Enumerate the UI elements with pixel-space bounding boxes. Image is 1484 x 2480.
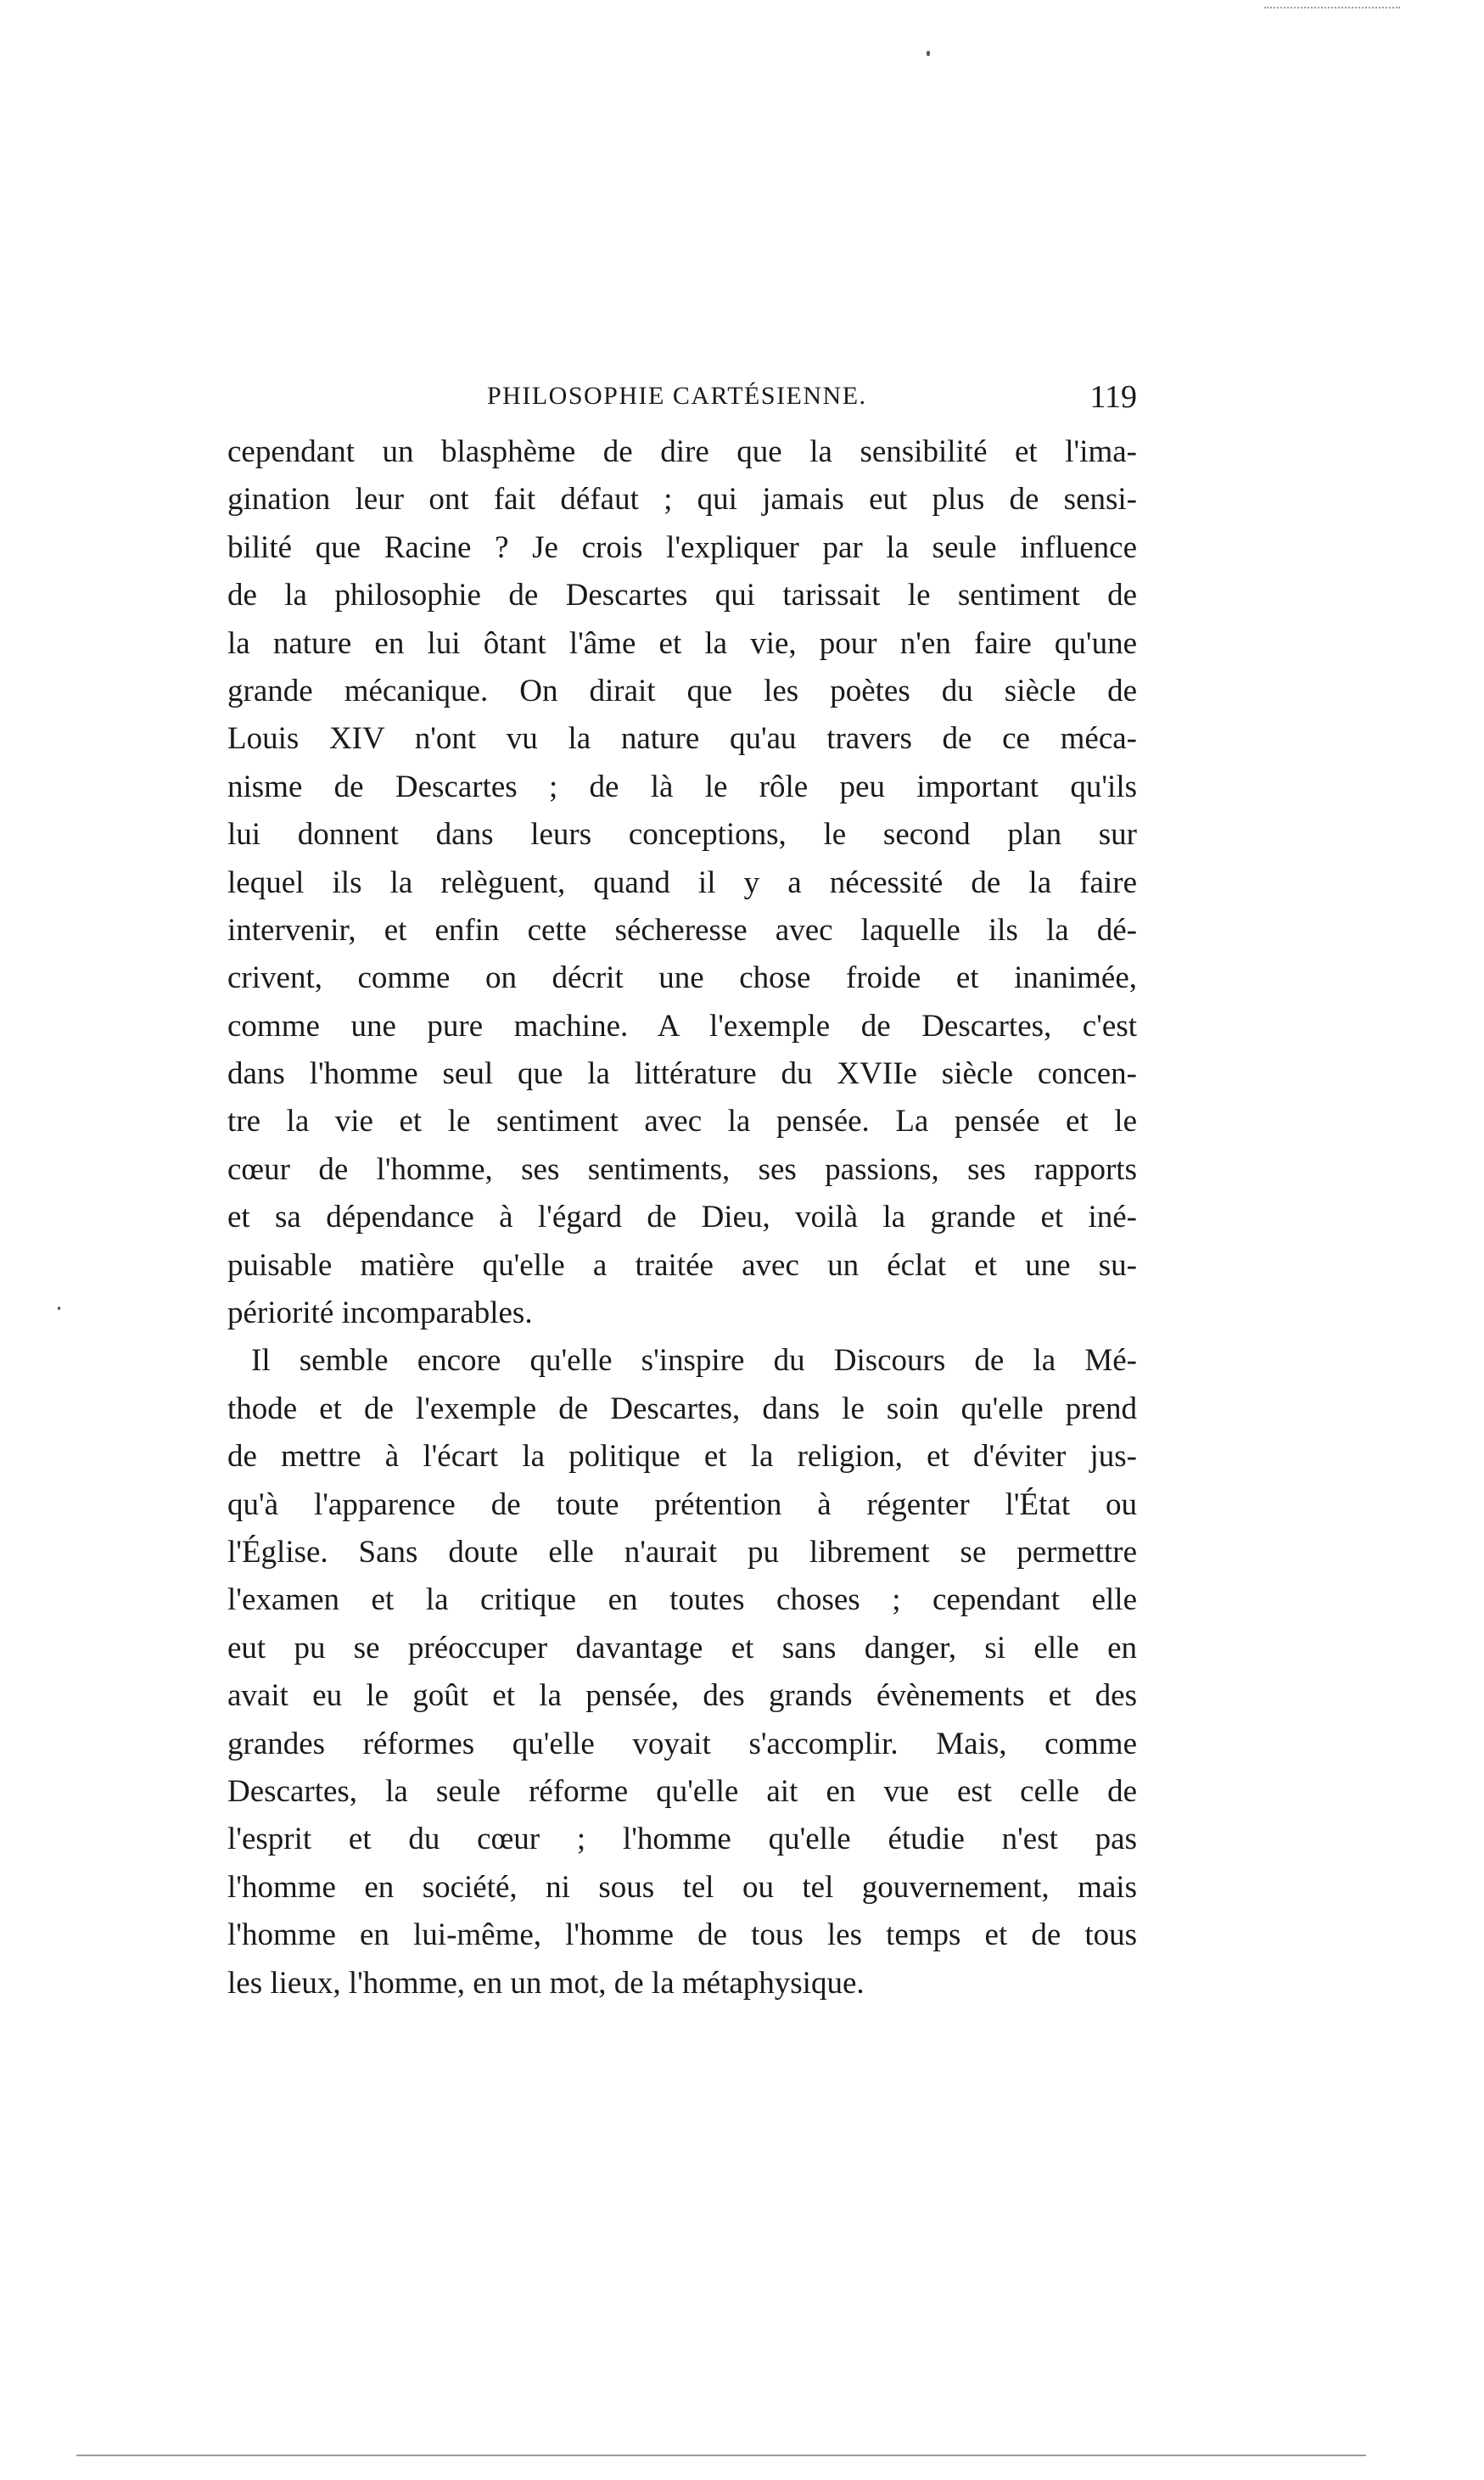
text-line: comme une pure machine. A l'exemple de Descartes, c'est: [227, 1008, 1137, 1044]
text-line: l'homme en lui-même, l'homme de tous les temps et de tous: [227, 1917, 1137, 1953]
text-line: Il semble encore qu'elle s'inspire du Discours de la Mé-: [251, 1343, 1137, 1379]
text-line: lui donnent dans leurs conceptions, le second plan sur: [227, 817, 1137, 853]
text-line: de mettre à l'écart la politique et la religion, et d'éviter jus-: [227, 1439, 1137, 1475]
text-line: lequel ils la relèguent, quand il y a nécessité de la faire: [227, 865, 1137, 900]
scan-speck: [927, 51, 930, 56]
scan-edge-top: [1264, 7, 1400, 8]
text-line: de la philosophie de Descartes qui tarissait le sentiment de: [227, 578, 1137, 613]
text-line: les lieux, l'homme, en un mot, de la métaphysique.: [227, 1965, 865, 2001]
text-line: l'examen et la critique en toutes choses ; cependant elle: [227, 1582, 1137, 1618]
body-text: [227, 428, 1137, 2007]
text-line: cœur de l'homme, ses sentiments, ses passions, ses rapports: [227, 1151, 1137, 1187]
text-line: bilité que Racine ? Je crois l'expliquer par la seule influence: [227, 529, 1137, 565]
text-line: et sa dépendance à l'égard de Dieu, voilà la grande et iné-: [227, 1200, 1137, 1235]
text-line: grande mécanique. On dirait que les poètes du siècle de: [227, 673, 1137, 708]
text-line: nisme de Descartes ; de là le rôle peu important qu'ils: [227, 769, 1137, 804]
scan-speck: [58, 1307, 60, 1310]
text-line: l'Église. Sans doute elle n'aurait pu librement se permettre: [227, 1534, 1137, 1570]
text-line: puisable matière qu'elle a traitée avec un éclat et une su-: [227, 1247, 1137, 1283]
text-line: grandes réformes qu'elle voyait s'accomplir. Mais, comme: [227, 1726, 1137, 1761]
text-line: crivent, comme on décrit une chose froide et inanimée,: [227, 960, 1137, 996]
text-line: eut pu se préoccuper davantage et sans danger, si elle en: [227, 1630, 1137, 1665]
page-number: 119: [1089, 379, 1137, 415]
text-line: périorité incomparables.: [227, 1296, 533, 1331]
text-line: Descartes, la seule réforme qu'elle ait en vue est celle de: [227, 1773, 1137, 1809]
running-head: PHILOSOPHIE CARTÉSIENNE.: [487, 382, 867, 410]
text-line: intervenir, et enfin cette sécheresse avec laquelle ils la dé-: [227, 912, 1137, 948]
text-line: la nature en lui ôtant l'âme et la vie, pour n'en faire qu'une: [227, 625, 1137, 661]
text-line: qu'à l'apparence de toute prétention à régenter l'État ou: [227, 1486, 1137, 1522]
text-line: cependant un blasphème de dire que la sensibilité et l'ima-: [227, 434, 1137, 469]
text-line: Louis XIV n'ont vu la nature qu'au travers de ce méca-: [227, 721, 1137, 757]
text-line: tre la vie et le sentiment avec la pensée. La pensée et le: [227, 1104, 1137, 1139]
text-line: dans l'homme seul que la littérature du XVIIe siècle concen-: [227, 1056, 1137, 1092]
text-line: gination leur ont fait défaut ; qui jamais eut plus de sensi-: [227, 482, 1137, 518]
text-line: l'esprit et du cœur ; l'homme qu'elle étudie n'est pas: [227, 1822, 1137, 1857]
text-line: l'homme en société, ni sous tel ou tel gouvernement, mais: [227, 1869, 1137, 1905]
scan-edge-bottom: [76, 2455, 1366, 2456]
page-header: [227, 378, 1137, 419]
text-line: avait eu le goût et la pensée, des grands évènements et des: [227, 1678, 1137, 1714]
text-line: thode et de l'exemple de Descartes, dans le soin qu'elle prend: [227, 1391, 1137, 1426]
